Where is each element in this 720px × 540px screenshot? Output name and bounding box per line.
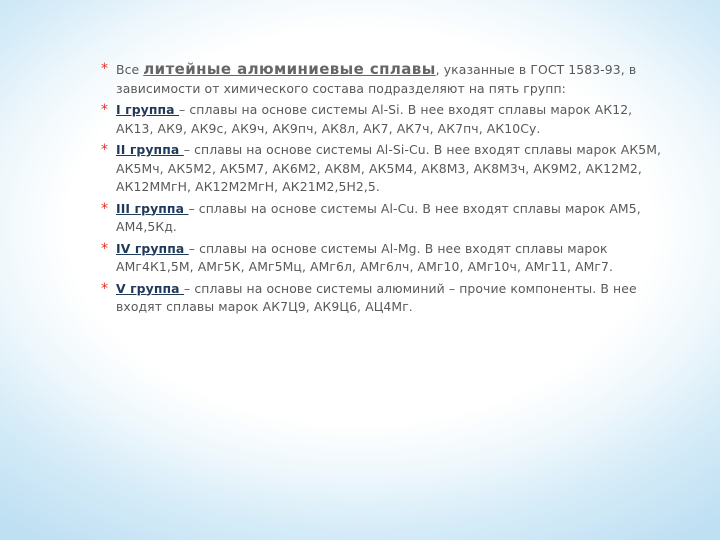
- bullet-marker-icon: *: [101, 200, 109, 217]
- group-4-text: – сплавы на основе системы Al-Mg. В нее входят сплавы марок АМг4К1,5М, АМг5К, АМг5Мц, АМг6л, АМг6лч, АМг10, АМг10ч, АМг11, АМг7.: [116, 240, 614, 274]
- bullet-marker-icon: *: [101, 280, 109, 297]
- bullet-group-2: [101, 141, 671, 197]
- group-4-label: IV группа: [116, 240, 189, 256]
- bullet-marker-icon: *: [101, 142, 109, 158]
- group-5-text: – сплавы на основе системы алюминий – прочие компоненты. В нее входят сплавы марок АК7Ц9, АК9Ц6, АЦ4Мг.: [116, 280, 637, 314]
- intro-prefix: Все: [116, 62, 144, 77]
- bullet-intro: [101, 60, 671, 98]
- group-3-text: – сплавы на основе системы Al-Cu. В нее входят сплавы марок АМ5, АМ4,5Кд.: [116, 200, 641, 234]
- bullet-marker-icon: *: [101, 240, 109, 257]
- group-2-label: II группа: [116, 142, 184, 157]
- group-3-label: III группа: [116, 200, 189, 216]
- bullet-marker-icon: *: [101, 102, 109, 118]
- bullet-group-1: [101, 101, 671, 138]
- group-5-label: V группа: [116, 280, 185, 296]
- bullet-list: [101, 60, 671, 320]
- group-1-label: I группа: [116, 102, 180, 117]
- group-1-text: – сплавы на основе системы Al-Si. В нее входят сплавы марок АК12, АК13, АК9, АК9с, АК9ч, АК9пч, АК8л, АК7, АК7ч, АК7пч, АК10Су.: [116, 102, 633, 136]
- bullet-marker-icon: *: [101, 61, 109, 77]
- bullet-group-4: [101, 240, 671, 277]
- intro-emphasis: литейные алюминиевые сплавы: [143, 60, 436, 78]
- group-2-text: – сплавы на основе системы Al-Si-Cu. В нее входят сплавы марок АК5М, АК5Мч, АК5М2, АК5М7, АК6М2, АК8М, АК5М4, АК8М3, АК8М3ч, АК9М2, АК12М2, АК12ММгН, АК12М2МгН, АК21М2,5Н2,5.: [116, 142, 662, 194]
- intro-text: , указанные в ГОСТ 1583-93, в зависимости от химического состава подразделяют на пять групп:: [116, 62, 637, 96]
- bullet-group-5: [101, 280, 671, 317]
- bullet-group-3: [101, 200, 671, 237]
